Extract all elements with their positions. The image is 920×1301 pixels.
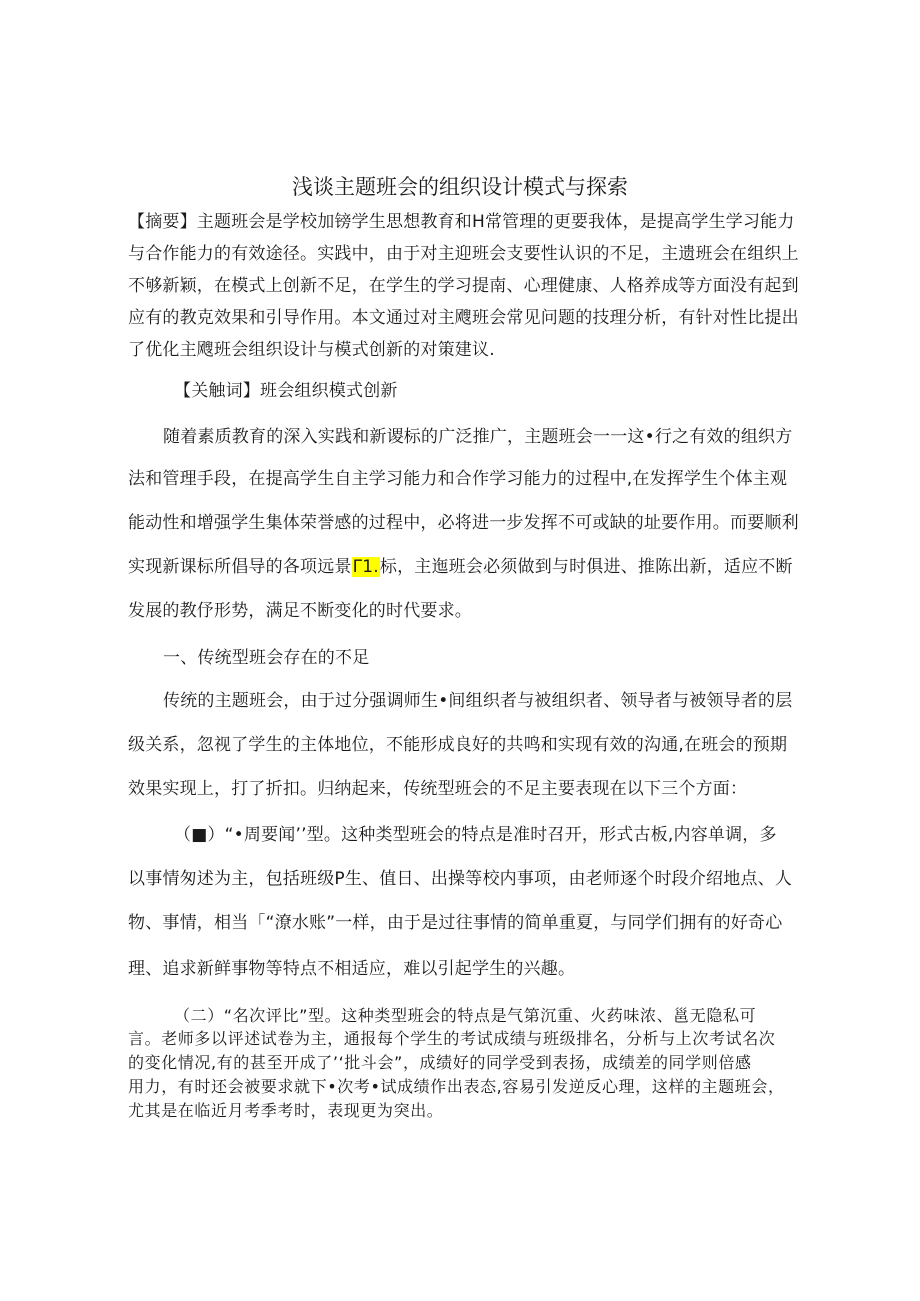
abstract-line: 应有的教克效果和引导作用。本文通过对主飕班会常见问题的技理分析，有针对性比提出: [128, 308, 799, 328]
abstract-line: 【摘要】主题班会是学校加镑学生思想教育和H常管理的更要我体，是提高学生学习能力: [128, 212, 795, 232]
point-line: 以事情匆述为主，包括班级P生、值日、出操等校内事项，由老师逐个时段介绍地点、人: [128, 869, 793, 889]
section-line: 传统的主题班会，由于过分强调师生•间组织者与被组织者、领导者与被领导者的层: [163, 691, 793, 711]
intro-line: [128, 554, 793, 580]
abstract-line: 不够新颖，在模式上创新不足，在学生的学习提南、心理健康、人格养成等方面没有起到: [128, 276, 799, 296]
document-title: 浅谈主题班会的组织设计模式与探索: [292, 175, 628, 199]
point-line: （■）“•周要闻’’型。这种类型班会的特点是准时召开，形式古板,内容单调，多: [174, 825, 777, 845]
section-line: 级关系，忽视了学生的主体地位，不能形成良好的共鸣和实现有效的沟通,在班会的预期: [128, 735, 788, 755]
intro-line: 能动性和增强学生集体荣誉感的过程中，必将进一步发挥不可或缺的址要作用。而要顺利: [128, 513, 799, 533]
point-line: 理、追求新鲜事物等特点不相适应，难以引起学生的兴趣。: [128, 959, 576, 979]
keywords-line: 【关触词】班会组织模式创新: [174, 381, 398, 401]
section-heading: 一、传统型班会存在的不足: [163, 648, 370, 668]
point-line: 物、事情，相当「“潦水账”一样，由于是过往事情的简单重夏，与同学们拥有的好奇心: [128, 913, 783, 933]
section-line: 效果实现上，打了折扣。归纳起来，传统型班会的不足主要表现在以下三个方面：: [128, 779, 748, 799]
abstract-line: 了优化主飕班会组织设计与模式创新的对策建议.: [128, 340, 495, 360]
intro-line: 发展的教伃形势，满足不断变化的时代要求。: [128, 601, 472, 621]
intro-line: 随着素质教育的深入实践和新谡标的广泛推广，主题班会一一这•行之有效的组织方: [163, 427, 793, 447]
point-line: 尤其是在临近月考季考时，表现更为突出。: [128, 1101, 444, 1120]
intro-line: 法和管理手段，在提高学生自主学习能力和合作学习能力的过程中,在发挥学生个体主观: [128, 469, 788, 489]
point-line: 用力，有时还会被要求就下•次考•试成绩作出表态,容易引发逆反心理，这样的主题班会，: [128, 1077, 785, 1096]
point-line: 的变化情况,有的甚至开成了’‘批斗会”，成绩好的同学受到表扬，成绩差的同学则倍感: [128, 1053, 752, 1072]
intro-line-part: 实现新课标所倡导的各项远景: [128, 557, 352, 577]
point-line: 言。老师多以评述试卷为主，通报每个学生的考试成绩与班级排名，分析与上次考试名次: [128, 1029, 776, 1048]
intro-line-part: 标，主迤班会必须做到与时俱进、推陈出新，适应不断: [379, 557, 793, 577]
highlighted-text: Γ1.: [352, 557, 379, 577]
point-line: （二）“名次评比”型。这种类型班会的特点是气第沉重、火药味浓、邕无隐私可: [174, 1006, 757, 1025]
abstract-line: 与合作能力的有效途径。实践中，由于对主迎班会支要性认识的不足，主遗班会在组织上: [128, 244, 799, 264]
